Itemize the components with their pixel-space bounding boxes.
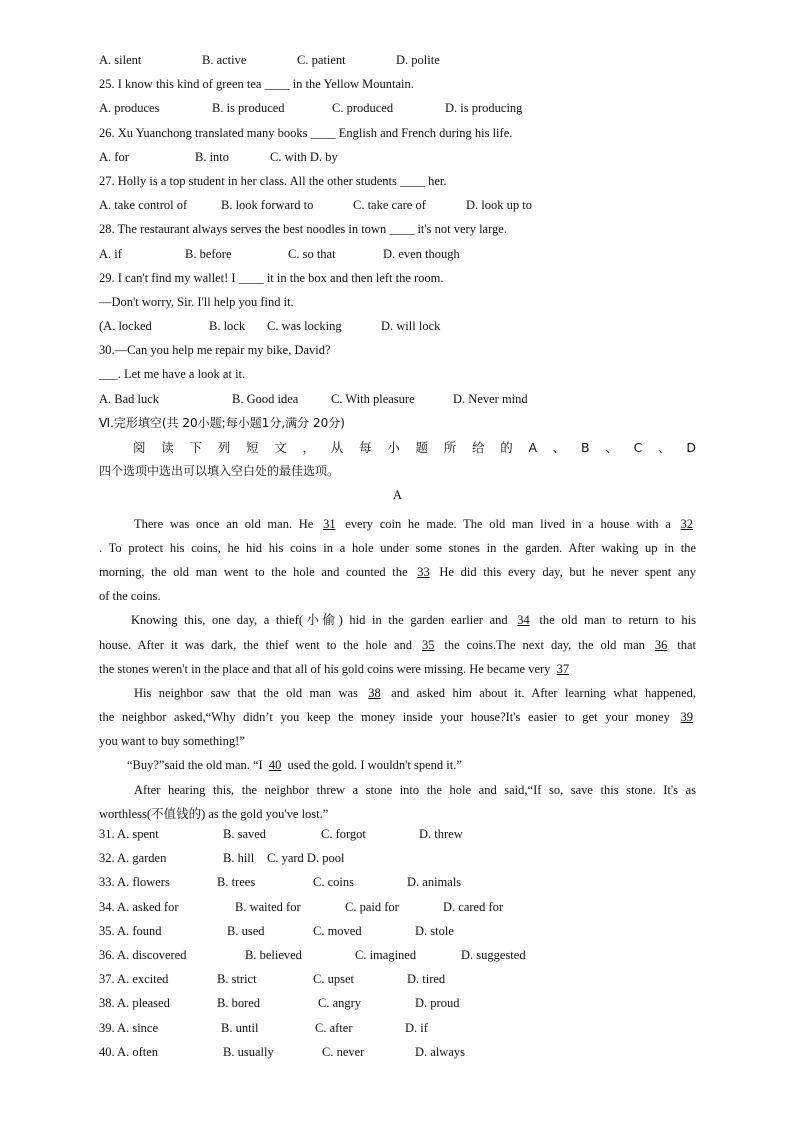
answer-option[interactable]: C. after bbox=[315, 1020, 353, 1035]
q27-stem: 27. Holly is a top student in her class. All the other students ____ her. bbox=[99, 173, 447, 188]
passage-p2-row3: the stones weren't in the place and that all of his gold coins were missing. He became very 37 bbox=[99, 657, 696, 681]
q24-option-a: A. silent bbox=[99, 53, 142, 67]
answer-row bbox=[99, 947, 696, 971]
instruction-char: D bbox=[686, 440, 696, 455]
section-instruction-line2: 四个选项中选出可以填入空白处的最佳选项。 bbox=[99, 464, 340, 479]
q27-option-a: A. take control of bbox=[99, 198, 188, 213]
answer-option[interactable]: D. cared for bbox=[443, 899, 504, 914]
blank-40[interactable]: 40 bbox=[268, 758, 282, 773]
answer-option[interactable]: B. used bbox=[227, 923, 265, 938]
blank-36[interactable]: 36 bbox=[654, 637, 668, 652]
answer-option-a[interactable]: 36. A. discovered bbox=[99, 947, 187, 962]
q28-option-b: B. before bbox=[185, 246, 232, 261]
answer-option[interactable]: B. hill bbox=[223, 851, 255, 866]
answer-options bbox=[99, 826, 696, 1068]
answer-option-a[interactable]: 33. A. flowers bbox=[99, 875, 170, 890]
q28-options bbox=[99, 246, 696, 270]
answer-option[interactable]: D. tired bbox=[407, 972, 446, 987]
blank-33[interactable]: 33 bbox=[417, 564, 430, 579]
q26-stem: 26. Xu Yuanchong translated many books ____ English and French during his life. bbox=[99, 125, 513, 140]
q30-option-d: D. Never mind bbox=[453, 391, 528, 406]
instruction-char: 给 bbox=[472, 440, 485, 455]
answer-row bbox=[99, 874, 696, 898]
q24-options bbox=[99, 52, 696, 76]
instruction-char: 读 bbox=[161, 440, 174, 455]
instruction-char: 、 bbox=[605, 440, 618, 455]
blank-32[interactable]: 32 bbox=[680, 516, 693, 531]
answer-option[interactable]: B. strict bbox=[217, 972, 257, 987]
q25-option-d: D. is producing bbox=[445, 101, 523, 116]
instruction-char: 题 bbox=[415, 440, 429, 455]
answer-row bbox=[99, 850, 696, 874]
exam-page bbox=[99, 52, 696, 1068]
blank-34[interactable]: 34 bbox=[517, 613, 530, 628]
passage-p1-row1: There was once an old man. He 31 every coin he made. The old man lived in a house with a 32 bbox=[99, 512, 696, 536]
instruction-char: 、 bbox=[658, 440, 671, 455]
answer-option-a[interactable]: 35. A. found bbox=[99, 923, 162, 938]
q29-option-a: (A. locked bbox=[99, 319, 152, 334]
answer-option[interactable]: C. forgot bbox=[321, 827, 366, 841]
passage-p2-row1: Knowing this, one day, a thief(小偷) hid in the garden earlier and 34 the old man to return to his bbox=[131, 613, 696, 628]
instruction-char: 阅 bbox=[133, 440, 146, 455]
passage-p1-row3: morning, the old man went to the hole and counted the 33 He did this every day, but he never spent any bbox=[99, 564, 696, 579]
instruction-char: 下 bbox=[189, 440, 203, 455]
blank-37[interactable]: 37 bbox=[556, 661, 570, 676]
answer-option[interactable]: D. if bbox=[405, 1020, 428, 1035]
q27-option-d: D. look up to bbox=[466, 198, 532, 213]
passage-p1-row4: of the coins. bbox=[99, 589, 161, 604]
q28-option-c: C. so that bbox=[288, 246, 336, 261]
answer-row bbox=[99, 923, 696, 947]
q25-options bbox=[99, 100, 696, 124]
q26-option-cd: C. with D. by bbox=[270, 149, 338, 164]
q24-option-c: C. patient bbox=[297, 53, 346, 67]
answer-option-a[interactable]: 39. A. since bbox=[99, 1020, 159, 1035]
q25-stem: 25. I know this kind of green tea ____ in the Yellow Mountain. bbox=[99, 77, 414, 92]
instruction-char: 、 bbox=[552, 440, 566, 455]
q26-options bbox=[99, 149, 696, 173]
instruction-char: 文 bbox=[274, 440, 287, 455]
answer-option[interactable]: C. coins bbox=[313, 875, 354, 890]
q30-option-b: B. Good idea bbox=[232, 391, 299, 406]
q29-reply: —Don't worry, Sir. I'll help you find it. bbox=[99, 294, 294, 309]
passage-p1-row2: . To protect his coins, he hid his coins in a hole under some stones in the garden. After waking up in the bbox=[99, 540, 696, 555]
answer-option[interactable]: D. suggested bbox=[461, 947, 526, 962]
q30-reply: ___. Let me have a look at it. bbox=[99, 367, 246, 382]
instruction-char: 从 bbox=[330, 440, 344, 455]
answer-option[interactable]: D. always bbox=[415, 1044, 465, 1059]
answer-option[interactable]: C. imagined bbox=[355, 947, 417, 962]
answer-option[interactable]: D. stole bbox=[415, 923, 454, 938]
instruction-char: ， bbox=[302, 440, 316, 455]
blank-39[interactable]: 39 bbox=[680, 710, 693, 725]
q30-option-a: A. Bad luck bbox=[99, 391, 160, 406]
instruction-char: 所 bbox=[443, 440, 457, 455]
q25-option-a: A. produces bbox=[99, 101, 160, 116]
passage bbox=[99, 512, 696, 826]
blank-35[interactable]: 35 bbox=[421, 637, 435, 652]
q27-option-c: C. take care of bbox=[353, 198, 426, 213]
q27-option-b: B. look forward to bbox=[221, 198, 314, 213]
q24-option-d: D. polite bbox=[396, 53, 440, 67]
answer-option-a[interactable]: 37. A. excited bbox=[99, 972, 169, 987]
instruction-char: 小 bbox=[387, 440, 400, 455]
q29-option-b: B. lock bbox=[209, 319, 246, 334]
answer-row bbox=[99, 826, 696, 850]
answer-option[interactable]: B. trees bbox=[217, 875, 256, 890]
q26-option-a: A. for bbox=[99, 149, 129, 164]
answer-row bbox=[99, 971, 696, 995]
passage-p3-row2: the neighbor asked,“Why didn’t you keep the money inside your house?It's easier to get your money 39 bbox=[99, 705, 696, 729]
q29-stem: 29. I can't find my wallet! I ____ it in the box and then left the room. bbox=[99, 270, 444, 285]
instruction-char: 短 bbox=[246, 440, 259, 455]
answer-option[interactable]: B. until bbox=[221, 1020, 259, 1035]
q30-option-c: C. With pleasure bbox=[331, 391, 415, 406]
answer-option[interactable]: B. saved bbox=[223, 827, 267, 841]
passage-label: A bbox=[392, 488, 403, 503]
passage-p3-row3: you want to buy something!” bbox=[99, 734, 245, 749]
blank-31[interactable]: 31 bbox=[323, 516, 336, 531]
passage-p5-row1: After hearing this, the neighbor threw a stone into the hole and said,“If so, save this stone. It's as bbox=[134, 782, 696, 797]
answer-option[interactable]: D. proud bbox=[415, 996, 460, 1011]
answer-row bbox=[99, 995, 696, 1019]
answer-option[interactable]: D. animals bbox=[407, 875, 462, 890]
q25-option-b: B. is produced bbox=[212, 101, 285, 116]
answer-row bbox=[99, 899, 696, 923]
answer-option[interactable]: B. waited for bbox=[235, 899, 301, 914]
answer-option[interactable]: D. threw bbox=[419, 827, 463, 841]
answer-option[interactable]: B. bored bbox=[217, 996, 261, 1011]
answer-option[interactable]: C. angry bbox=[318, 996, 362, 1011]
instruction-char: 列 bbox=[217, 440, 231, 455]
answer-option-a[interactable]: 31. A. spent bbox=[99, 827, 159, 841]
answer-option-a[interactable]: 32. A. garden bbox=[99, 851, 167, 866]
answer-option-a[interactable]: 34. A. asked for bbox=[99, 899, 179, 914]
blank-38[interactable]: 38 bbox=[368, 685, 381, 700]
instruction-char: 的 bbox=[500, 440, 513, 455]
passage-p2-row2: house. After it was dark, the thief went to the hole and 35 the coins.The next day, the old man 36 that bbox=[99, 637, 697, 652]
instruction-char: 每 bbox=[359, 440, 372, 455]
passage-p3-row1: His neighbor saw that the old man was 38 and asked him about it. After learning what happened, bbox=[134, 685, 696, 700]
q29-options bbox=[99, 318, 696, 342]
q28-option-a: A. if bbox=[99, 246, 122, 261]
q28-option-d: D. even though bbox=[383, 246, 460, 261]
answer-row bbox=[99, 1020, 696, 1044]
passage-p5-row2: worthless(不值钱的) as the gold you've lost.” bbox=[99, 806, 329, 821]
answer-option[interactable]: C. yard D. pool bbox=[267, 851, 345, 866]
answer-option[interactable]: B. usually bbox=[223, 1044, 274, 1059]
answer-option[interactable]: C. upset bbox=[313, 972, 354, 987]
q26-option-b: B. into bbox=[195, 149, 230, 164]
answer-option[interactable]: B. believed bbox=[245, 947, 302, 962]
instruction-char: A bbox=[528, 440, 538, 455]
answer-option-a[interactable]: 38. A. pleased bbox=[99, 996, 170, 1011]
instruction-char: C bbox=[633, 440, 643, 455]
q28-stem: 28. The restaurant always serves the best noodles in town ____ it's not very large. bbox=[99, 222, 507, 237]
passage-p4-row1: “Buy?”said the old man. “I 40 used the gold. I wouldn't spend it.” bbox=[127, 758, 462, 773]
q30-stem: 30.—Can you help me repair my bike, David? bbox=[99, 343, 331, 358]
answer-option-a[interactable]: 40. A. often bbox=[99, 1044, 159, 1059]
answer-option[interactable]: C. paid for bbox=[345, 899, 399, 914]
q30-options bbox=[99, 391, 696, 415]
answer-option[interactable]: C. never bbox=[322, 1044, 365, 1059]
q29-option-c: C. was locking bbox=[267, 319, 342, 334]
q27-options bbox=[99, 197, 696, 221]
q25-option-c: C. produced bbox=[332, 101, 394, 116]
q29-option-d: D. will lock bbox=[381, 319, 441, 334]
section-title: Ⅵ.完形填空(共 20小题;每小题1分,满分 20分) bbox=[99, 415, 345, 430]
section-instruction-line1 bbox=[99, 439, 696, 463]
answer-option[interactable]: C. moved bbox=[313, 923, 362, 938]
q24-option-b: B. active bbox=[202, 53, 247, 67]
answer-row bbox=[99, 1044, 696, 1068]
instruction-char: B bbox=[581, 440, 590, 455]
